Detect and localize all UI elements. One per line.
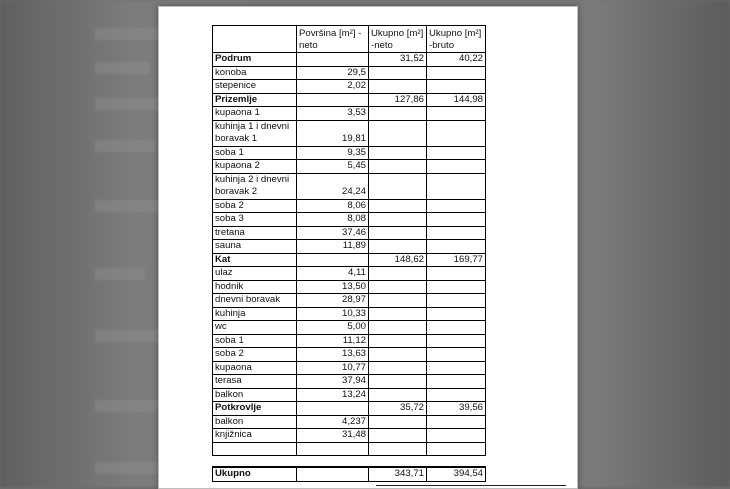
background-stripe xyxy=(95,462,165,474)
row-label: kupaona 2 xyxy=(213,160,297,174)
total-net-cell xyxy=(369,321,427,335)
total-gross-cell: 394,54 xyxy=(427,467,486,481)
spacer-row xyxy=(213,456,486,468)
table-row xyxy=(213,66,486,80)
total-net-cell: 148,62 xyxy=(369,253,427,267)
table-row xyxy=(213,415,486,429)
total-net-cell xyxy=(369,307,427,321)
table-row xyxy=(213,120,486,146)
area-table xyxy=(212,25,486,482)
total-gross-cell xyxy=(427,280,486,294)
area-net-cell: 28,97 xyxy=(297,294,369,308)
section-row xyxy=(213,53,486,67)
table-row xyxy=(213,160,486,174)
total-net-cell xyxy=(369,415,427,429)
background-stripe xyxy=(95,62,150,74)
area-net-cell xyxy=(297,442,369,456)
header-total-net: Ukupno [m²] -neto xyxy=(369,26,427,53)
total-gross-cell: 40,22 xyxy=(427,53,486,67)
row-label: hodnik xyxy=(213,280,297,294)
total-gross-cell xyxy=(427,66,486,80)
background-stripe xyxy=(95,330,165,342)
table-row xyxy=(213,294,486,308)
total-gross-cell xyxy=(427,146,486,160)
area-net-cell: 10,77 xyxy=(297,361,369,375)
row-label: stepenice xyxy=(213,80,297,94)
header-total-gross: Ukupno [m²] -bruto xyxy=(427,26,486,53)
table-row xyxy=(213,375,486,389)
total-net-cell xyxy=(369,240,427,254)
total-net-cell xyxy=(369,66,427,80)
table-row xyxy=(213,361,486,375)
row-label: soba 3 xyxy=(213,213,297,227)
total-gross-cell xyxy=(427,294,486,308)
row-label: konoba xyxy=(213,66,297,80)
row-label: balkon xyxy=(213,415,297,429)
table-row xyxy=(213,267,486,281)
total-net-cell xyxy=(369,375,427,389)
area-net-cell: 37,94 xyxy=(297,375,369,389)
row-label: dnevni boravak xyxy=(213,294,297,308)
area-net-cell: 29,5 xyxy=(297,66,369,80)
total-gross-cell xyxy=(427,173,486,199)
table-row xyxy=(213,442,486,456)
row-label: kuhinja xyxy=(213,307,297,321)
row-label: kupaona 1 xyxy=(213,107,297,121)
background-stripe xyxy=(95,200,165,212)
table-row xyxy=(213,213,486,227)
row-label: kupaona xyxy=(213,361,297,375)
signature-line xyxy=(376,485,566,486)
total-net-cell xyxy=(369,280,427,294)
row-label: soba 1 xyxy=(213,334,297,348)
total-net-cell xyxy=(369,442,427,456)
section-row xyxy=(213,253,486,267)
total-net-cell: 35,72 xyxy=(369,402,427,416)
area-net-cell: 19,81 xyxy=(297,120,369,146)
table-row xyxy=(213,173,486,199)
total-net-cell xyxy=(369,226,427,240)
row-label: tretana xyxy=(213,226,297,240)
total-gross-cell: 39,56 xyxy=(427,402,486,416)
row-label: kuhinja 2 i dnevni boravak 2 xyxy=(213,173,297,199)
total-gross-cell xyxy=(427,442,486,456)
area-net-cell xyxy=(297,467,369,481)
area-net-cell: 8,08 xyxy=(297,213,369,227)
table-row xyxy=(213,199,486,213)
row-label: balkon xyxy=(213,388,297,402)
area-net-cell: 4,237 xyxy=(297,415,369,429)
area-net-cell: 13,24 xyxy=(297,388,369,402)
row-label: soba 1 xyxy=(213,146,297,160)
table-row xyxy=(213,146,486,160)
document-page xyxy=(158,6,578,489)
total-gross-cell xyxy=(427,348,486,362)
total-net-cell xyxy=(369,334,427,348)
table-row xyxy=(213,240,486,254)
total-gross-cell xyxy=(427,429,486,443)
table-header-row xyxy=(213,26,486,53)
area-net-cell: 3,53 xyxy=(297,107,369,121)
table-row xyxy=(213,80,486,94)
total-net-cell xyxy=(369,267,427,281)
area-net-cell: 13,63 xyxy=(297,348,369,362)
area-net-cell: 10,33 xyxy=(297,307,369,321)
area-net-cell: 11,89 xyxy=(297,240,369,254)
row-label: soba 2 xyxy=(213,199,297,213)
total-gross-cell xyxy=(427,267,486,281)
row-label: terasa xyxy=(213,375,297,389)
section-row xyxy=(213,402,486,416)
background-stripe xyxy=(95,98,165,110)
total-gross-cell xyxy=(427,213,486,227)
total-net-cell xyxy=(369,120,427,146)
table-row xyxy=(213,334,486,348)
area-net-cell xyxy=(297,402,369,416)
spacer-cell xyxy=(213,456,486,468)
total-net-cell xyxy=(369,199,427,213)
total-gross-cell xyxy=(427,415,486,429)
total-gross-cell xyxy=(427,160,486,174)
total-gross-cell xyxy=(427,107,486,121)
total-net-cell xyxy=(369,388,427,402)
area-net-cell: 2,02 xyxy=(297,80,369,94)
total-gross-cell xyxy=(427,120,486,146)
header-label-cell xyxy=(213,26,297,53)
total-gross-cell xyxy=(427,199,486,213)
total-gross-cell xyxy=(427,334,486,348)
total-gross-cell xyxy=(427,240,486,254)
area-net-cell: 9,35 xyxy=(297,146,369,160)
background-stripe xyxy=(95,140,155,152)
area-net-cell: 4,11 xyxy=(297,267,369,281)
area-net-cell xyxy=(297,93,369,107)
area-net-cell: 31,48 xyxy=(297,429,369,443)
row-label: kuhinja 1 i dnevni boravak 1 xyxy=(213,120,297,146)
table-row xyxy=(213,307,486,321)
table-row xyxy=(213,429,486,443)
area-net-cell xyxy=(297,53,369,67)
header-area-net: Površina [m²] -neto xyxy=(297,26,369,53)
background-stripe xyxy=(95,400,157,412)
row-label: ulaz xyxy=(213,267,297,281)
row-label: Potkrovlje xyxy=(213,402,297,416)
total-row xyxy=(213,467,486,481)
total-net-cell xyxy=(369,160,427,174)
total-gross-cell xyxy=(427,375,486,389)
total-gross-cell xyxy=(427,80,486,94)
table-row xyxy=(213,280,486,294)
area-net-cell: 5,00 xyxy=(297,321,369,335)
total-gross-cell: 144,98 xyxy=(427,93,486,107)
total-gross-cell xyxy=(427,307,486,321)
area-net-cell: 11,12 xyxy=(297,334,369,348)
total-net-cell xyxy=(369,173,427,199)
total-gross-cell xyxy=(427,321,486,335)
total-net-cell xyxy=(369,348,427,362)
area-net-cell: 13,50 xyxy=(297,280,369,294)
total-net-cell xyxy=(369,361,427,375)
section-row xyxy=(213,93,486,107)
table-row xyxy=(213,107,486,121)
area-net-cell xyxy=(297,253,369,267)
total-gross-cell xyxy=(427,361,486,375)
row-label: sauna xyxy=(213,240,297,254)
area-net-cell: 5,45 xyxy=(297,160,369,174)
total-gross-cell xyxy=(427,226,486,240)
row-label: soba 2 xyxy=(213,348,297,362)
table-row xyxy=(213,348,486,362)
total-net-cell: 31,52 xyxy=(369,53,427,67)
total-net-cell xyxy=(369,213,427,227)
total-net-cell xyxy=(369,107,427,121)
area-net-cell: 24,24 xyxy=(297,173,369,199)
table-row xyxy=(213,226,486,240)
row-label: knjižnica xyxy=(213,429,297,443)
row-label xyxy=(213,442,297,456)
row-label: Podrum xyxy=(213,53,297,67)
table-row xyxy=(213,388,486,402)
row-label: wc xyxy=(213,321,297,335)
total-net-cell xyxy=(369,146,427,160)
row-label: Kat xyxy=(213,253,297,267)
background-stripe xyxy=(95,268,145,280)
row-label: Prizemlje xyxy=(213,93,297,107)
area-net-cell: 37,46 xyxy=(297,226,369,240)
total-net-cell xyxy=(369,80,427,94)
table-row xyxy=(213,321,486,335)
total-net-cell: 343,71 xyxy=(369,467,427,481)
total-net-cell xyxy=(369,429,427,443)
total-net-cell xyxy=(369,294,427,308)
background-stripe xyxy=(95,28,165,40)
total-gross-cell xyxy=(427,388,486,402)
total-gross-cell: 169,77 xyxy=(427,253,486,267)
area-net-cell: 8,06 xyxy=(297,199,369,213)
row-label: Ukupno xyxy=(213,467,297,481)
total-net-cell: 127,86 xyxy=(369,93,427,107)
